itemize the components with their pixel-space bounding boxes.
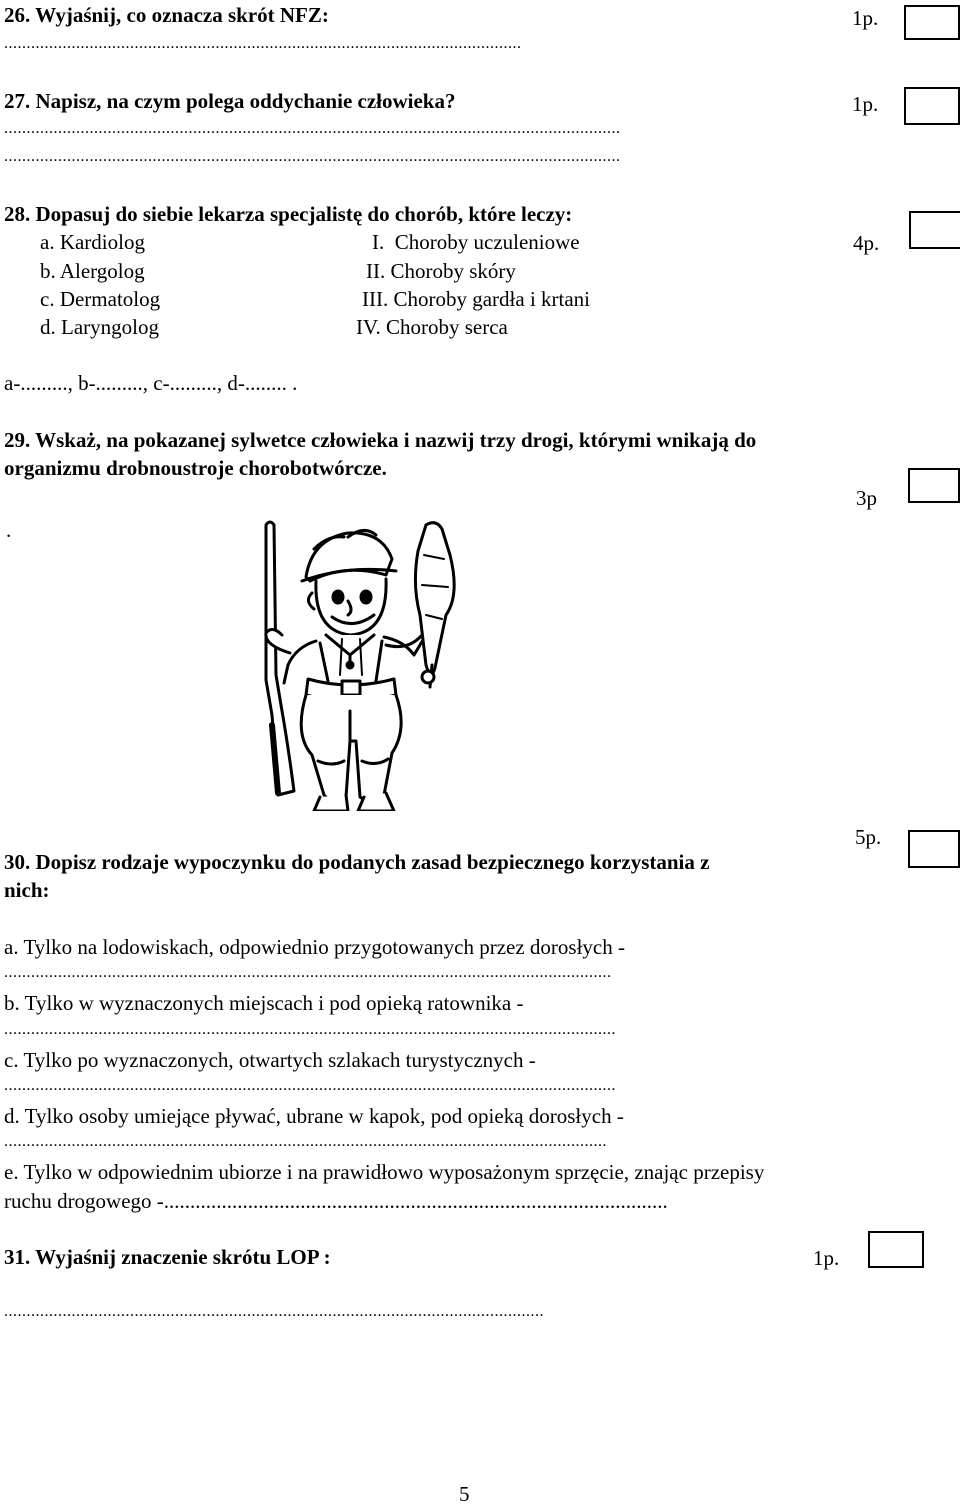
q28-disease-2: II. Choroby skóry [366, 259, 516, 283]
q26-points: 1p. [852, 6, 879, 30]
q31-points: 1p. [813, 1246, 840, 1270]
q30-item-a: a. Tylko na lodowiskach, odpowiednio przygotowanych przez dorosłych - [4, 935, 625, 959]
q27-score-box[interactable] [904, 87, 960, 125]
q29-title-line2: organizmu drobnoustroje chorobotwórcze. [4, 456, 387, 480]
q26-score-box[interactable] [904, 5, 960, 40]
q30-score-box[interactable] [908, 830, 960, 868]
q30-item-e-line1: e. Tylko w odpowiednim ubiorze i na prawidłowo wyposażonym sprzęcie, znając przepisy [4, 1160, 765, 1184]
page-number: 5 [459, 1482, 470, 1506]
q30-item-e-line2[interactable]: ruchu drogowego -................................................................................................ [4, 1189, 668, 1213]
q28-doctor-b: b. Alergolog [40, 259, 145, 283]
q30-item-d: d. Tylko osoby umiejące pływać, ubrane w kapok, pod opieką dorosłych - [4, 1104, 624, 1128]
q27-points: 1p. [852, 92, 879, 116]
q28-disease-1: I. Choroby uczuleniowe [372, 230, 580, 254]
q29-points: 3p [856, 486, 877, 510]
q27-title: 27. Napisz, na czym polega oddychanie człowieka? [4, 89, 456, 113]
q30-points: 5p. [855, 825, 882, 849]
q31-answer-line[interactable]: ........................................................................................................................ [4, 1303, 544, 1320]
q28-points: 4p. [853, 231, 880, 255]
q26-title: 26. Wyjaśnij, co oznacza skrót NFZ: [4, 3, 329, 27]
q30-item-d-answer[interactable]: ...................................................................................................................................... [4, 1133, 607, 1150]
q30-item-c: c. Tylko po wyznaczonych, otwartych szlakach turystycznych - [4, 1048, 536, 1072]
q29-score-box[interactable] [908, 468, 960, 503]
q30-item-b-answer[interactable]: ........................................................................................................................................ [4, 1021, 616, 1038]
q27-answer-line-2[interactable]: ......................................................................................................................................... [4, 148, 621, 165]
q28-disease-3: III. Choroby gardła i krtani [362, 287, 591, 311]
q30-title-line1: 30. Dopisz rodzaje wypoczynku do podanych zasad bezpiecznego korzystania z [4, 850, 710, 874]
q30-item-b: b. Tylko w wyznaczonych miejscach i pod opieką ratownika - [4, 991, 524, 1015]
q28-doctor-c: c. Dermatolog [40, 287, 161, 311]
q31-score-box[interactable] [868, 1231, 924, 1268]
hunter-figure-illustration[interactable] [236, 515, 460, 811]
q28-score-box[interactable] [909, 211, 960, 249]
q26-answer-line[interactable]: ................................................................................................................... [4, 35, 522, 52]
q28-doctor-a: a. Kardiolog [40, 230, 145, 254]
q30-item-c-answer[interactable]: ........................................................................................................................................ [4, 1077, 616, 1094]
q28-answer-line[interactable]: a-........., b-........., c-........., d-........ . [4, 371, 298, 395]
q29-title-line1: 29. Wskaż, na pokazanej sylwetce człowieka i nazwij trzy drogi, którymi wnikają do [4, 428, 757, 452]
q28-doctor-d: d. Laryngolog [40, 315, 159, 339]
q31-title: 31. Wyjaśnij znaczenie skrótu LOP : [4, 1245, 331, 1269]
q30-item-a-answer[interactable]: ....................................................................................................................................... [4, 964, 612, 981]
q27-answer-line-1[interactable]: ......................................................................................................................................... [4, 120, 621, 137]
q28-title: 28. Dopasuj do siebie lekarza specjalistę do chorób, które leczy: [4, 202, 573, 226]
q28-disease-4: IV. Choroby serca [356, 315, 508, 339]
q30-title-line2: nich: [4, 878, 50, 902]
q29-dot: . [6, 518, 12, 542]
